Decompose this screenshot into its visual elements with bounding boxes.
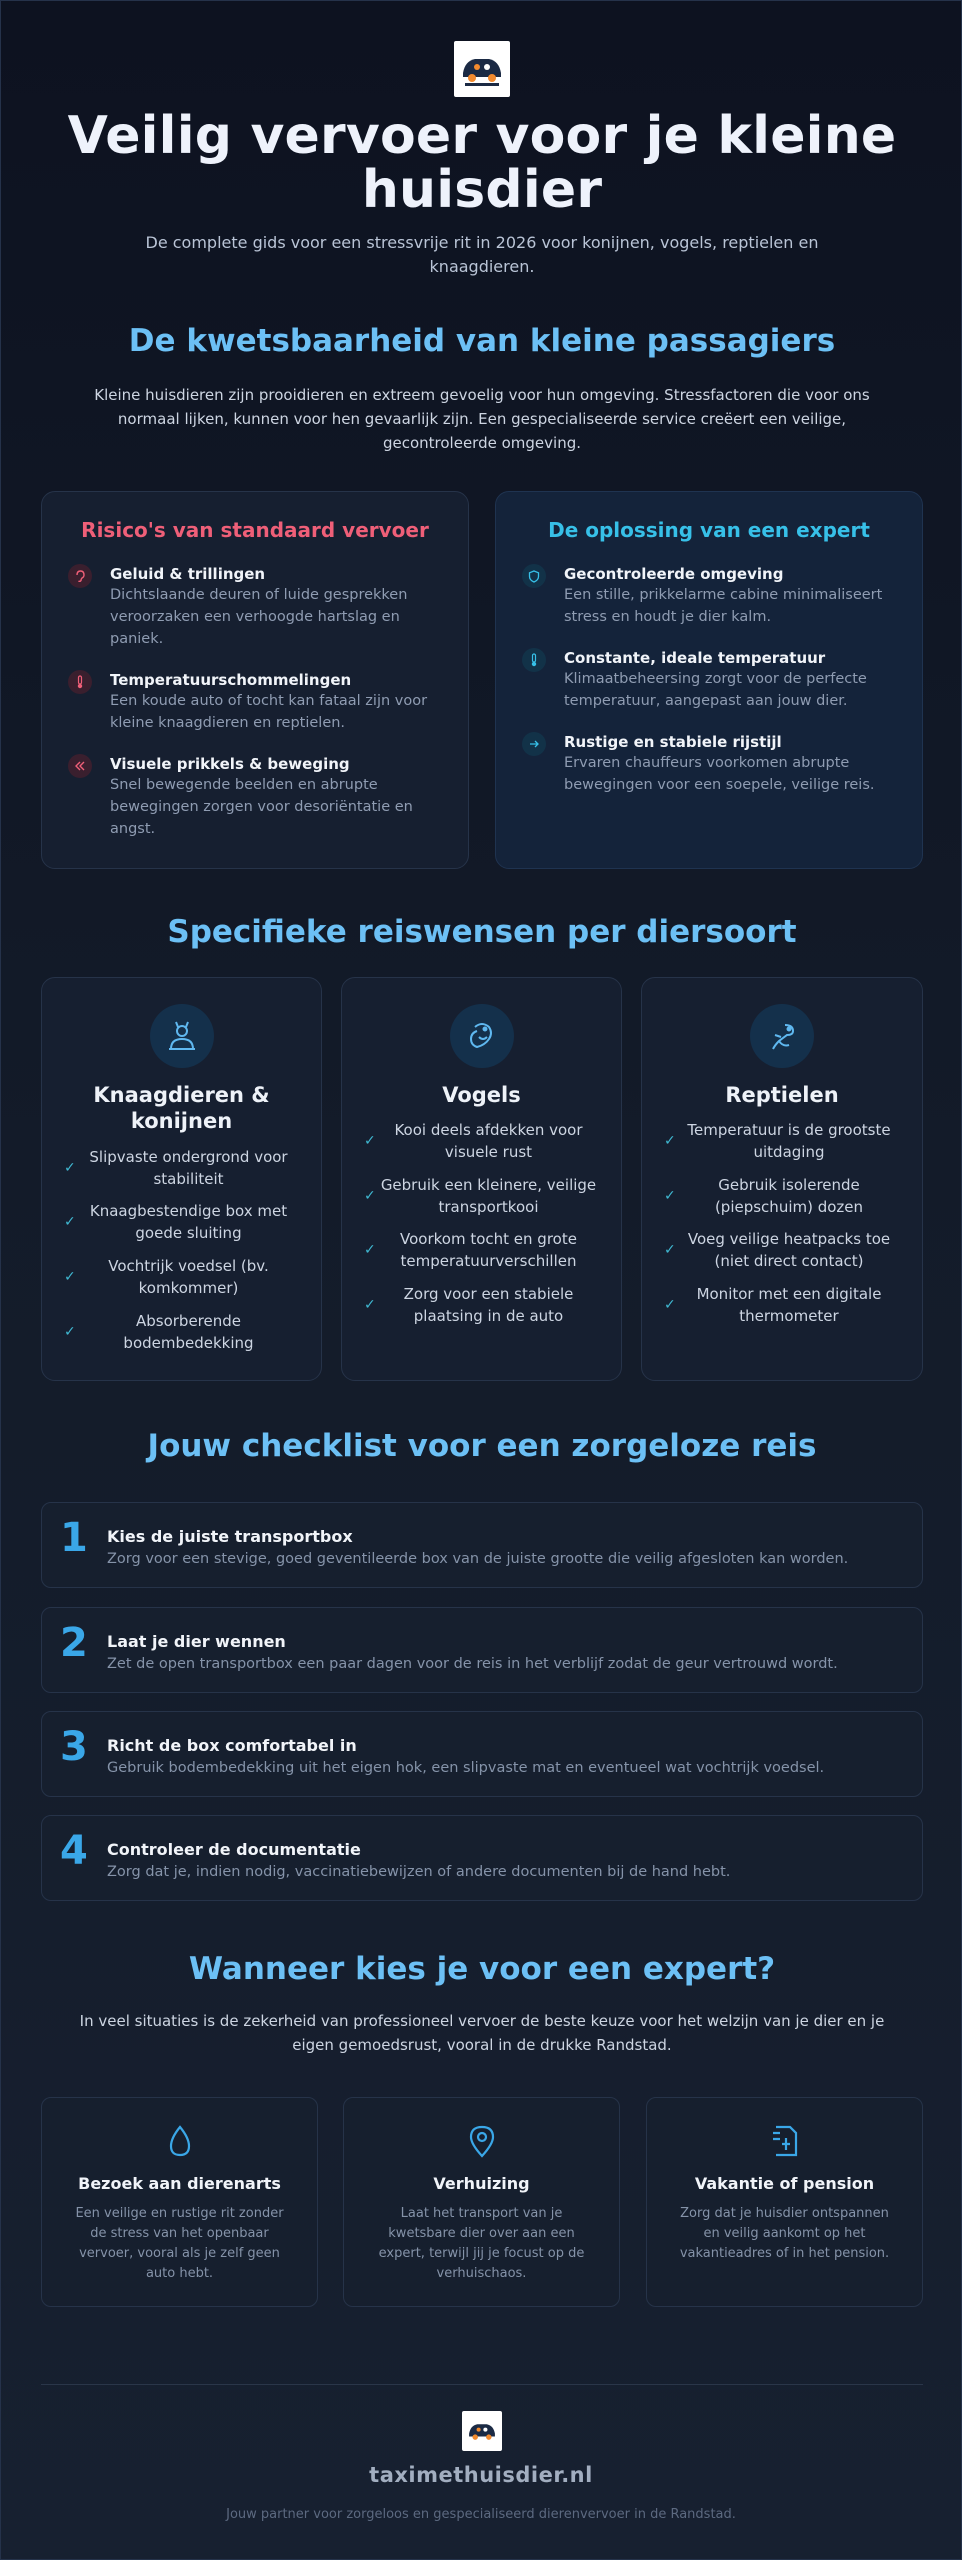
species-card-reptiles	[641, 977, 923, 1381]
risk-item-head: Geluid & trillingen	[110, 565, 266, 583]
expert-card	[646, 2097, 923, 2307]
check-icon: ✓	[664, 1133, 676, 1149]
species-item: ✓ Absorberende bodembedekking	[64, 1312, 254, 1352]
checklist-step	[41, 1607, 923, 1693]
species-item: ✓ Kooi deels afdekken voor visuele rust	[364, 1121, 583, 1161]
document-icon	[647, 2124, 922, 2158]
expert-card-title: Bezoek aan dierenarts	[78, 2174, 281, 2193]
checklist-step	[41, 1502, 923, 1588]
double-chevron-icon	[68, 754, 92, 778]
bird-icon	[450, 1004, 514, 1068]
risk-item	[68, 564, 442, 650]
expert-intro: In veel situaties is de zekerheid van professioneel vervoer de beste keuze voor het welzijn van je dier en je eigen gemoedsrust, vooral in de drukke Randstad.	[79, 2012, 885, 2054]
step-number: 3	[60, 1724, 88, 1770]
step-heading: Controleer de documentatie	[107, 1840, 361, 1859]
solution-item	[522, 564, 896, 628]
section-title-vulnerability: De kwetsbaarheid van kleine passagiers	[128, 323, 836, 359]
checklist-step	[41, 1711, 923, 1797]
expert-card-text: Een veilige en rustige rit zonder de stress van het openbaar vervoer, vooral als je zelf geen auto hebt.	[75, 2206, 284, 2281]
check-icon: ✓	[64, 1160, 76, 1176]
check-icon: ✓	[664, 1297, 676, 1313]
species-item: ✓ Zorg voor een stabiele plaatsing in de auto	[364, 1285, 574, 1325]
risk-item-text: Dichtslaande deuren of luide gesprekken veroorzaken een verhoogde hartslag en paniek.	[110, 587, 408, 647]
solution-item-text: Klimaatbeheersing zorgt voor de perfecte temperatuur, aangepast aan jouw dier.	[564, 671, 867, 709]
solution-item	[522, 648, 896, 712]
footer-site-link[interactable]: taximethuisdier.nl	[369, 2463, 593, 2487]
section-title-checklist: Jouw checklist voor een zorgeloze reis	[147, 1428, 817, 1464]
risks-title: Risico's van standaard vervoer	[81, 518, 429, 542]
section-title-expert: Wanneer kies je voor een expert?	[188, 1951, 776, 1987]
step-heading: Laat je dier wennen	[107, 1632, 286, 1651]
species-item: ✓ Monitor met een digitale thermometer	[664, 1285, 882, 1325]
species-item: ✓ Voeg veilige heatpacks toe (niet direct contact)	[664, 1230, 891, 1270]
species-item: ✓ Gebruik een kleinere, veilige transportkooi	[364, 1176, 597, 1216]
risk-item-text: Snel bewegende beelden en abrupte bewegingen zorgen voor desoriëntatie en angst.	[110, 777, 413, 837]
footer-logo	[462, 2411, 502, 2451]
page-title: Veilig vervoer voor je kleine huisdier	[67, 106, 897, 220]
species-card-rodents	[41, 977, 322, 1381]
risk-item	[68, 754, 442, 840]
logo	[454, 41, 510, 97]
species-name: Knaagdieren & konijnen	[93, 1083, 270, 1133]
check-icon: ✓	[664, 1188, 676, 1204]
logo-car-icon	[457, 49, 507, 89]
shield-icon	[522, 564, 546, 588]
expert-card-text: Zorg dat je huisdier ontspannen en veilig aankomt op het vakantieadres of in het pension.	[679, 2206, 890, 2261]
map-pin-icon	[344, 2124, 619, 2158]
drop-icon	[42, 2124, 317, 2158]
species-name: Reptielen	[725, 1083, 839, 1107]
expert-card	[343, 2097, 620, 2307]
step-text: Gebruik bodembedekking uit het eigen hok, een slipvaste mat en eventueel wat vochtrijk voedsel.	[107, 1760, 825, 1776]
species-item: ✓ Slipvaste ondergrond voor stabiliteit	[64, 1148, 288, 1188]
solution-title: De oplossing van een expert	[548, 518, 870, 542]
risk-item-text: Een koude auto of tocht kan fataal zijn voor kleine knaagdieren en reptielen.	[110, 693, 428, 731]
check-icon: ✓	[364, 1188, 376, 1204]
step-text: Zorg dat je, indien nodig, vaccinatiebewijzen of andere documenten bij de hand hebt.	[107, 1864, 731, 1880]
ear-icon	[68, 564, 92, 588]
species-item: ✓ Voorkom tocht en grote temperatuurverschillen	[364, 1230, 577, 1270]
check-icon: ✓	[64, 1324, 76, 1340]
checklist-step	[41, 1815, 923, 1901]
reptile-icon	[750, 1004, 814, 1068]
risk-item	[68, 670, 442, 734]
arrow-right-icon	[522, 732, 546, 756]
thermometer-icon	[68, 670, 92, 694]
footer-tagline: Jouw partner voor zorgeloos en gespecialiseerd dierenvervoer in de Randstad.	[226, 2507, 736, 2522]
expert-card-title: Verhuizing	[433, 2174, 530, 2193]
expert-card	[41, 2097, 318, 2307]
risk-item-head: Visuele prikkels & beweging	[110, 755, 350, 773]
species-item: ✓ Knaagbestendige box met goede sluiting	[64, 1202, 288, 1242]
species-item: ✓ Vochtrijk voedsel (bv. komkommer)	[64, 1257, 269, 1297]
expert-card-text: Laat het transport van je kwetsbare dier over aan een expert, terwijl jij je focust op de verhuischaos.	[378, 2206, 585, 2281]
check-icon: ✓	[364, 1133, 376, 1149]
step-text: Zorg voor een stevige, goed geventileerde box van de juiste grootte die veilig afgesloten kan worden.	[107, 1551, 849, 1567]
rodent-icon	[150, 1004, 214, 1068]
check-icon: ✓	[64, 1269, 76, 1285]
check-icon: ✓	[664, 1242, 676, 1258]
page-subtitle: De complete gids voor een stressvrije rit in 2026 voor konijnen, vogels, reptielen en knaagdieren.	[145, 233, 819, 276]
footer-divider	[41, 2384, 923, 2385]
check-icon: ✓	[64, 1214, 76, 1230]
expert-card-title: Vakantie of pension	[694, 2174, 875, 2193]
solution-item	[522, 732, 896, 796]
check-icon: ✓	[364, 1242, 376, 1258]
species-item: ✓ Temperatuur is de grootste uitdaging	[664, 1121, 891, 1161]
species-item: ✓ Gebruik isolerende (piepschuim) dozen	[664, 1176, 864, 1216]
solution-card	[495, 491, 923, 869]
step-number: 4	[60, 1828, 88, 1874]
solution-item-head: Rustige en stabiele rijstijl	[564, 733, 782, 751]
species-card-birds	[341, 977, 622, 1381]
risk-item-head: Temperatuurschommelingen	[110, 671, 352, 689]
risks-card	[41, 491, 469, 869]
step-text: Zet de open transportbox een paar dagen voor de reis in het verblijf zodat de geur vertrouwd wordt.	[107, 1656, 838, 1672]
thermometer-icon	[522, 648, 546, 672]
check-icon: ✓	[364, 1297, 376, 1313]
vulnerability-intro: Kleine huisdieren zijn prooidieren en extreem gevoelig voor hun omgeving. Stressfactoren die voor ons normaal lijken, kunnen voor hen gevaarlijk zijn. Een gespecialiseerde service creëert een veilige, gecontroleerde omgeving.	[94, 386, 870, 452]
solution-item-text: Een stille, prikkelarme cabine minimaliseert stress en houdt je dier kalm.	[564, 587, 883, 625]
solution-item-head: Constante, ideale temperatuur	[564, 649, 826, 667]
solution-item-text: Ervaren chauffeurs voorkomen abrupte bewegingen voor een soepele, veilige reis.	[564, 755, 875, 793]
step-heading: Kies de juiste transportbox	[107, 1527, 353, 1546]
step-number: 1	[60, 1515, 88, 1561]
section-title-species: Specifieke reiswensen per diersoort	[167, 914, 797, 950]
species-name: Vogels	[442, 1083, 521, 1107]
step-heading: Richt de box comfortabel in	[107, 1736, 357, 1755]
solution-item-head: Gecontroleerde omgeving	[564, 565, 784, 583]
step-number: 2	[60, 1620, 88, 1666]
logo-car-icon	[465, 2417, 499, 2445]
